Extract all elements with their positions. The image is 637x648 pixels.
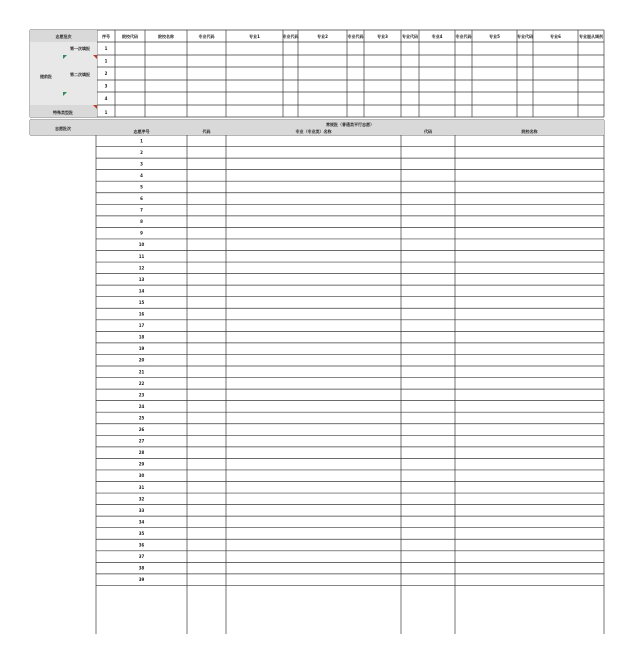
row-number-23: 23 [138,392,145,398]
grid-texts [40,33,603,582]
row-number-9: 9 [140,230,143,236]
top-header-14: 专业代码 [517,34,533,39]
top-row-number-3: 3 [104,83,108,89]
top-header-2: 院校代码 [122,34,138,39]
special-label: 特殊类型批 [53,110,73,115]
top-header-9: 专业3 [377,34,388,39]
row-number-10: 10 [138,242,145,248]
row-number-7: 7 [140,207,143,213]
row-number-16: 16 [138,311,145,317]
row-number-38: 38 [138,565,145,571]
row-number-37: 37 [138,554,145,560]
top-header-0: 志愿批次 [55,34,72,39]
row-number-34: 34 [138,519,145,525]
row-number-21: 21 [138,369,145,375]
row-number-8: 8 [140,219,143,225]
row-number-32: 32 [138,496,145,502]
row-number-1: 1 [140,138,143,144]
row-number-22: 22 [138,380,145,386]
top-row-number-2: 2 [104,71,108,76]
row-number-13: 13 [138,276,145,282]
top-header-1: 序号 [102,34,110,39]
row-number-24: 24 [138,403,145,409]
bottom-header-3: 代码 [424,129,432,134]
top-header-7: 专业2 [317,34,328,39]
bottom-title: 常规批（普通类平行志愿） [326,122,374,127]
row-number-36: 36 [138,542,145,548]
top-row-number-1: 1 [104,58,108,64]
row-number-17: 17 [138,323,145,329]
row-number-20: 20 [138,357,145,363]
sub-batch-1: 第一次填报 [70,46,90,51]
top-header-12: 专业代码 [455,34,472,39]
row-number-14: 14 [138,288,145,294]
row-number-6: 6 [140,196,143,202]
row-number-30: 30 [138,473,145,479]
row-number-2: 2 [140,149,143,155]
top-header-16: 专业服从调剂 [579,34,603,39]
bottom-batch-label: 志愿批次 [55,126,71,131]
batch-label: 提前批 [40,74,52,79]
top-header-4: 专业代码 [198,34,215,39]
sub-batch-2: 第二次填报 [70,72,90,77]
top-header-15: 专业6 [550,34,561,39]
row-number-5: 5 [140,184,143,190]
top-header-11: 专业4 [431,34,443,39]
row-number-25: 25 [138,415,145,421]
top-row-number-0: 1 [104,46,108,51]
row-number-29: 29 [138,461,145,467]
row-number-12: 12 [138,265,145,271]
row-number-31: 31 [138,484,145,490]
top-header-6: 专业代码 [282,34,299,39]
row-number-4: 4 [140,172,143,178]
row-number-19: 19 [138,346,145,352]
bottom-header-2: 专业（专业类）名称 [295,129,332,134]
row-number-35: 35 [138,530,145,536]
bottom-header-0: 志愿序号 [133,129,150,134]
grid-fills [30,30,604,135]
row-number-28: 28 [138,450,145,456]
row-number-15: 15 [138,299,145,305]
row-number-3: 3 [140,161,143,167]
top-header-8: 专业代码 [347,34,364,39]
top-row-number-4: 4 [104,96,108,101]
row-number-18: 18 [138,334,145,340]
bottom-header-4: 院校名称 [521,129,538,134]
row-number-11: 11 [138,253,145,259]
special-number: 1 [104,110,108,115]
top-header-10: 专业代码 [402,34,418,39]
bottom-header-1: 代码 [202,129,211,134]
row-number-33: 33 [138,507,145,513]
top-header-5: 专业1 [249,34,260,39]
row-number-27: 27 [138,438,145,444]
row-number-39: 39 [138,577,145,583]
top-header-13: 专业5 [489,34,500,39]
top-header-3: 院校名称 [158,34,174,39]
row-number-26: 26 [138,427,145,433]
